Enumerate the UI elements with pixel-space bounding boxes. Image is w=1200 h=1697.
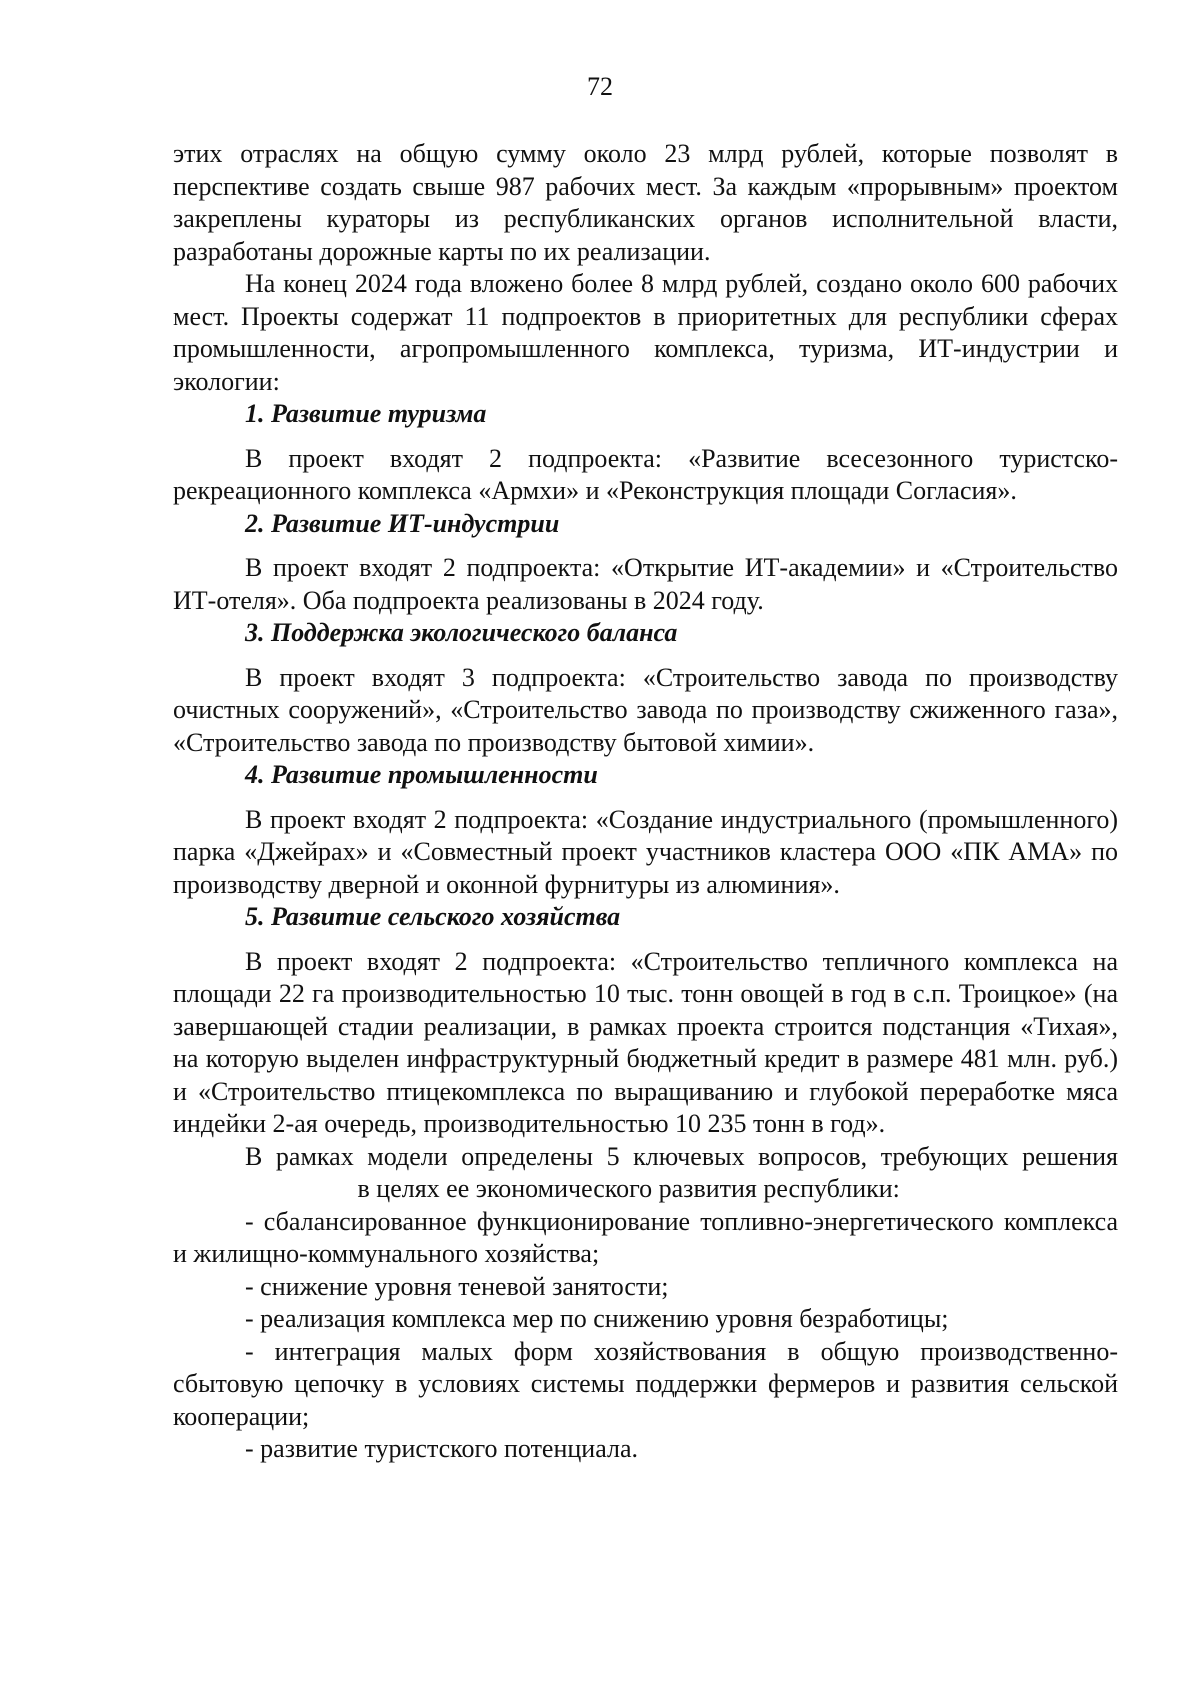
section-heading-ecology: 3. Поддержка экологического баланса [245, 618, 678, 647]
document-body [173, 138, 1118, 1466]
list-item: - реализация комплекса мер по снижению уровня безработицы; [245, 1304, 949, 1333]
section-text-industry: В проект входят 2 подпроекта: «Создание индустриального (промышленного) парка «Джейрах» и «Совместный проект участников кластера ООО «ПК АМА» по производству дверной и оконной фурнитуры из алюминия». [173, 804, 1118, 899]
key-questions-intro-start: В рамках модели определены 5 ключевых вопросов, требующих решения [245, 1141, 1118, 1171]
list-item: - снижение уровня теневой занятости; [245, 1271, 669, 1301]
list-item: - сбалансированное функционирование топливно-энергетического комплекса и жилищно-коммунального хозяйства; [173, 1206, 1118, 1268]
section-heading-tourism: 1. Развитие туризма [245, 399, 487, 428]
paragraph-investments: На конец 2024 года вложено более 8 млрд рублей, создано около 600 рабочих мест. Проекты содержат 11 подпроектов в приоритетных для республики сферах промышленности, агропромышленного комплекса, туризма, ИТ-индустрии и экологии: [173, 269, 1118, 396]
section-text-it: В проект входят 2 подпроекта: «Открытие ИТ-академии» и «Строительство ИТ-отеля». Оба подпроекта реализованы в 2024 году. [173, 553, 1118, 615]
section-text-tourism: В проект входят 2 подпроекта: «Развитие всесезонного туристско-рекреационного комплекса «Армхи» и «Реконструкция площади Согласия». [173, 443, 1118, 505]
section-heading-industry: 4. Развитие промышленности [245, 760, 598, 789]
paragraph-continuation: этих отраслях на общую сумму около 23 млрд рублей, которые позволят в перспективе создать свыше 987 рабочих мест. За каждым «прорывным» проектом закреплены кураторы из республиканских органов исполнительной власти, разработаны дорожные карты по их реализации. [173, 139, 1118, 266]
section-heading-agriculture: 5. Развитие сельского хозяйства [245, 902, 621, 931]
list-item: - интеграция малых форм хозяйствования в общую производственно-сбытовую цепочку в условиях системы поддержки фермеров и развития сельской кооперации; [173, 1336, 1118, 1431]
page-number: 72 [587, 72, 613, 101]
section-text-agriculture: В проект входят 2 подпроекта: «Строительство тепличного комплекса на площади 22 га производительностью 10 тыс. тонн овощей в год в с.п. Троицкое» (на завершающей стадии реализации, в рамках проекта строится подстанция «Тихая», на которую выделен инфраструктурный бюджетный кредит в размере 481 млн. руб.) и «Строительство птицекомплекса по выращиванию и глубокой переработке мяса индейки 2-ая очередь, производительностью 10 235 тонн в год». [173, 946, 1118, 1138]
section-heading-it: 2. Развитие ИТ-индустрии [245, 508, 560, 538]
section-text-ecology: В проект входят 3 подпроекта: «Строительство завода по производству очистных сооружений», «Строительство завода по производству сжиженного газа», «Строительство завода по производству бытовой химии». [173, 662, 1118, 757]
list-item: - развитие туристского потенциала. [245, 1434, 638, 1463]
key-questions-intro-end: в целях ее экономического развития республики: [357, 1174, 900, 1203]
paragraph-key-questions [173, 1141, 1118, 1206]
